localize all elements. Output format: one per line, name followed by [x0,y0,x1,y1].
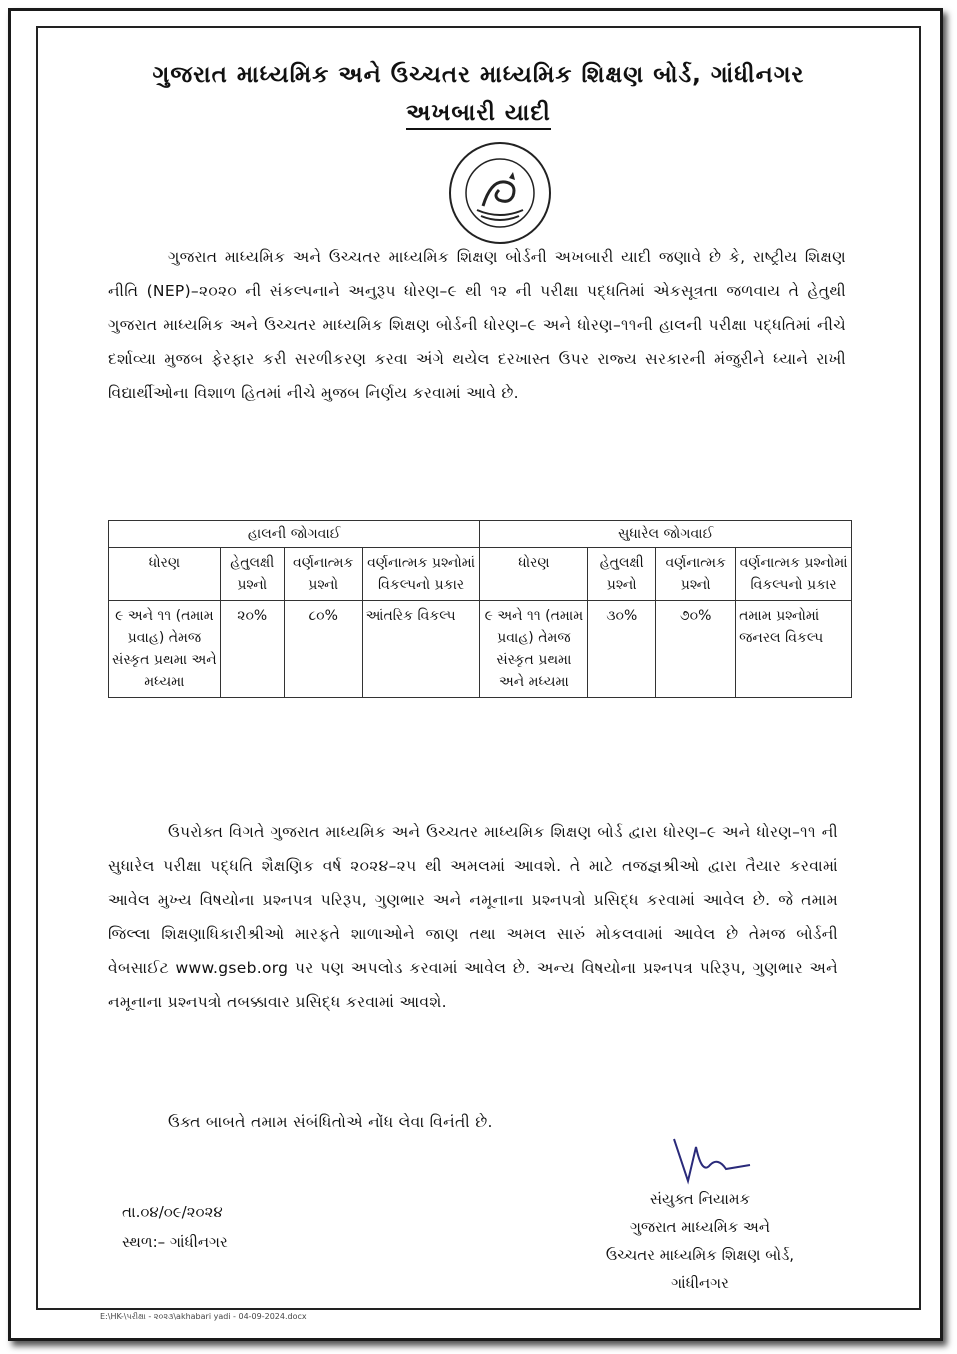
current-provision-header: હાલની જોગવાઈ [109,521,480,548]
board-seal-logo [447,140,553,246]
signatory-designation: સંયુક્ત નિયામક [649,1190,751,1208]
signatory-city: ગાંધીનગર [671,1274,729,1292]
column-header: વર્ણનાત્મક પ્રશ્નોમાં વિકલ્પનો પ્રકાર [362,548,480,601]
revised-provision-header: સુધારેલ જોગવાઈ [480,521,852,548]
place: સ્થળ:– ગાંધીનગર [122,1233,228,1251]
column-header: ધોરણ [109,548,221,601]
table-cell: ૨૦% [220,601,284,698]
date-place-block [122,1197,228,1257]
table-cell: આંતરિક વિકલ્પ [362,601,480,698]
implementation-paragraph: ઉપરોક્ત વિગતે ગુજરાત માધ્યમિક અને ઉચ્ચતર માધ્યમિક શિક્ષણ બોર્ડ દ્વારા ધોરણ–૯ અને ધોરણ–૧૧ ની સુધારેલ પરીક્ષા પદ્ધતિ શૈક્ષણિક વર્ષ ૨૦૨૪–૨૫ થી અમલમાં આવશે. તે માટે તજજ્ઞશ્રીઓ દ્વારા તૈયાર કરવામાં આવેલ મુખ્ય વિષયોના પ્રશ્નપત્ર પરિરૂપ, ગુણભાર અને નમૂનાના પ્રશ્નપત્રો પ્રસિદ્ધ કરવામાં આવેલ છે. જે તમામ જિલ્લા શિક્ષણાધિકારીશ્રીઓ મારફતે શાળાઓને જાણ તથા અમલ સારું મોકલવામાં આવેલ છે તેમજ બોર્ડની વેબસાઈટ www.gseb.org પર પણ અપલોડ કરવામાં આવેલ છે. અન્ય વિષયોના પ્રશ્નપત્ર પરિરૂપ, ગુણભાર અને નમૂનાના પ્રશ્નપત્રો તબક્કાવાર પ્રસિદ્ધ કરવામાં આવશે. [108,823,838,1011]
table-cell: ૯ અને ૧૧ (તમામ પ્રવાહ) તેમજ સંસ્કૃત પ્રથમા અને મધ્યમા [480,601,588,698]
board-title: ગુજરાત માધ્યમિક અને ઉચ્ચતર માધ્યમિક શિક્ષણ બોર્ડ, ગાંધીનગર [152,62,805,88]
column-header: વર્ણનાત્મક પ્રશ્નોમાં વિકલ્પનો પ્રકાર [736,548,852,601]
column-header: ધોરણ [480,548,588,601]
signatory-org-line: ઉચ્ચતર માધ્યમિક શિક્ષણ બોર્ડ, [605,1246,795,1264]
intro-paragraph: ગુજરાત માધ્યમિક અને ઉચ્ચતર માધ્યમિક શિક્ષણ બોર્ડની અખબારી યાદી જણાવે છે કે, રાષ્ટ્રીય શિક્ષણ નીતિ (NEP)–૨૦૨૦ ની સંકલ્પનાને અનુરૂપ ધોરણ–૯ થી ૧૨ ની પરીક્ષા પદ્ધતિમાં એકસૂત્રતા જળવાય તે હેતુથી ગુજરાત માધ્યમિક અને ઉચ્ચતર માધ્યમિક શિક્ષણ બોર્ડની ધોરણ–૯ અને ધોરણ–૧૧ની હાલની પરીક્ષા પદ્ધતિમાં નીચે દર્શાવ્યા મુજબ ફેરફાર કરી સરળીકરણ કરવા અંગે થયેલ દરખાસ્ત ઉપર રાજ્ય સરકારની મંજુરીને ધ્યાને રાખી વિદ્યાર્થીઓના વિશાળ હિતમાં નીચે મુજબ નિર્ણય કરવામાં આવે છે. [108,248,846,402]
date: તા.૦૪/૦૯/૨૦૨૪ [122,1203,223,1221]
column-header: હેતુલક્ષી પ્રશ્નો [220,548,284,601]
signatory-org-line: ગુજરાત માધ્યમિક અને [629,1218,771,1236]
table-cell: ૮૦% [284,601,362,698]
table-cell: ૯ અને ૧૧ (તમામ પ્રવાહ) તેમજ સંસ્કૃત પ્રથમા અને મધ્યમા [109,601,221,698]
press-release-heading: અખબારી યાદી [40,100,917,126]
table-cell: તમામ પ્રશ્નોમાં જનરલ વિકલ્પ [736,601,852,698]
column-header: હેતુલક્ષી પ્રશ્નો [588,548,656,601]
column-header: વર્ણનાત્મક પ્રશ્નો [284,548,362,601]
table-cell: ૩૦% [588,601,656,698]
table-cell: ૭૦% [656,601,736,698]
table-row [109,601,852,698]
exam-pattern-table [108,520,852,698]
column-header: વર્ણનાત્મક પ્રશ્નો [656,548,736,601]
footer-file-path: E:\HK-\પરીક્ષા - ૨૦૨૩\akhabari yadi - 04-09-2024.docx [100,1312,307,1321]
signatory-block [560,1185,840,1297]
closing-note: ઉક્ત બાબતે તમામ સંબંધિતોએ નોંધ લેવા વિનંતી છે. [168,1113,493,1131]
